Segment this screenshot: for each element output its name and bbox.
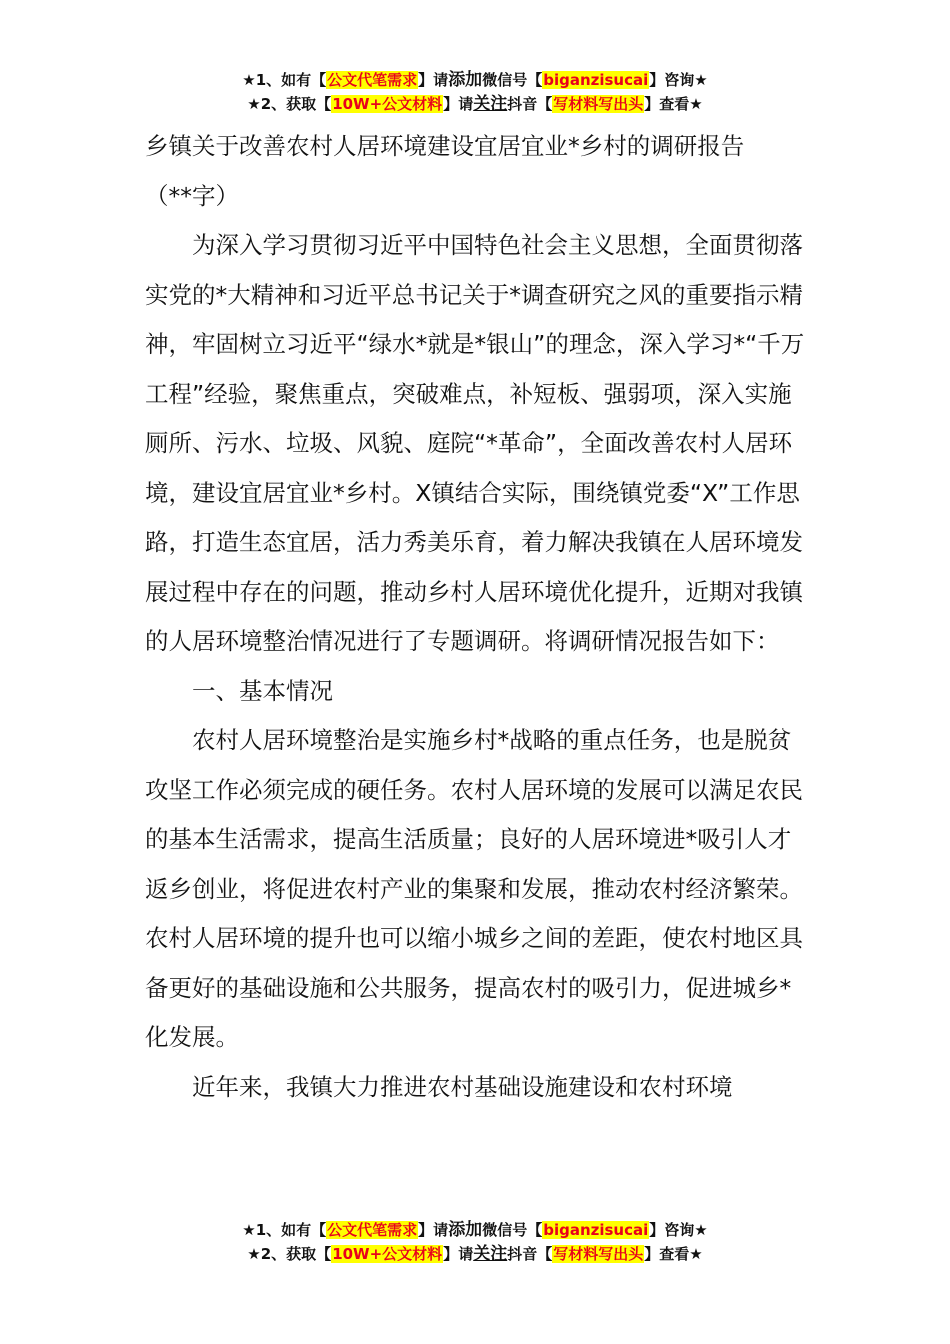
promo-text: 】请 (418, 1221, 449, 1239)
document-word-count: （**字） (145, 181, 239, 210)
promo-text: 】咨询★ (649, 1221, 708, 1239)
paragraph-intro: 为深入学习贯彻习近平中国特色社会主义思想，全面贯彻落实党的*大精神和习近平总书记关于*调查研究之风的重要指示精神，牢固树立习近平“绿水*就是*银山”的理念，深入学习*“千万工程”经验，聚焦重点，突破难点，补短板、强弱项，深入实施厕所、污水、垃圾、风貌、庭院“*革命”，全面改善农村人居环境，建设宜居宜业*乡村。X镇结合实际，围绕镇党委“X”工作思路，打造生态宜居，活力秀美乐育，着力解决我镇在人居环境发展过程中存在的问题，推动乡村人居环境优化提升，近期对我镇的人居环境整治情况进行了专题调研。将调研情况报告如下： (145, 231, 805, 655)
promo-text: 】查看★ (644, 95, 703, 113)
promo-text: ★1、如有【 (242, 1221, 327, 1239)
paragraph-basic-situation: 农村人居环境整治是实施乡村*战略的重点任务，也是脱贫攻坚工作必须完成的硬任务。农村人居环境的发展可以满足农民的基本生活需求，提高生活质量；良好的人居环境进*吸引人才返乡创业，将促进农村产业的集聚和发展，推动农村经济繁荣。农村人居环境的提升也可以缩小城乡之间的差距，使农村地区具备更好的基础设施和公共服务，提高农村的吸引力，促进城乡*化发展。 (145, 726, 803, 1051)
promo-text: 抖音【 (507, 95, 553, 113)
promo-emphasis: 关注 (473, 94, 508, 114)
promo-line-2 (0, 92, 950, 116)
highlight-wechat-id: biganzisucai (543, 71, 649, 89)
promo-text: 】请 (418, 71, 449, 89)
promo-text: ★2、获取【 (247, 95, 332, 113)
promo-text: 】请 (443, 95, 474, 113)
highlight-service: 公文代笔需求 (327, 71, 418, 89)
promo-emphasis: 添加 (448, 1220, 483, 1240)
top-promo-banner (0, 68, 950, 116)
promo-text: 】请 (443, 1245, 474, 1263)
promo-line-2 (0, 1242, 950, 1266)
promo-emphasis: 关注 (473, 1244, 508, 1264)
highlight-douyin-id: 写材料写出头 (553, 1245, 644, 1263)
promo-text: ★2、获取【 (247, 1245, 332, 1263)
document-body (145, 122, 810, 1112)
highlight-service: 公文代笔需求 (327, 1221, 418, 1239)
promo-text: 微信号【 (482, 71, 543, 89)
promo-text: 抖音【 (507, 1245, 553, 1263)
paragraph-recent-years: 近年来，我镇大力推进农村基础设施建设和农村环境 (192, 1072, 733, 1101)
promo-text: 】查看★ (644, 1245, 703, 1263)
promo-text: 】咨询★ (649, 71, 708, 89)
promo-line-1 (0, 1218, 950, 1242)
section-heading: 一、基本情况 (192, 676, 333, 705)
document-title: 乡镇关于改善农村人居环境建设宜居宜业*乡村的调研报告 (145, 132, 745, 160)
promo-line-1 (0, 68, 950, 92)
promo-text: 微信号【 (482, 1221, 543, 1239)
promo-text: ★1、如有【 (242, 71, 327, 89)
highlight-materials: 10W+公文材料 (332, 1245, 443, 1263)
highlight-douyin-id: 写材料写出头 (553, 95, 644, 113)
highlight-wechat-id: biganzisucai (543, 1221, 649, 1239)
promo-emphasis: 添加 (448, 70, 483, 90)
highlight-materials: 10W+公文材料 (332, 95, 443, 113)
bottom-promo-banner (0, 1218, 950, 1266)
